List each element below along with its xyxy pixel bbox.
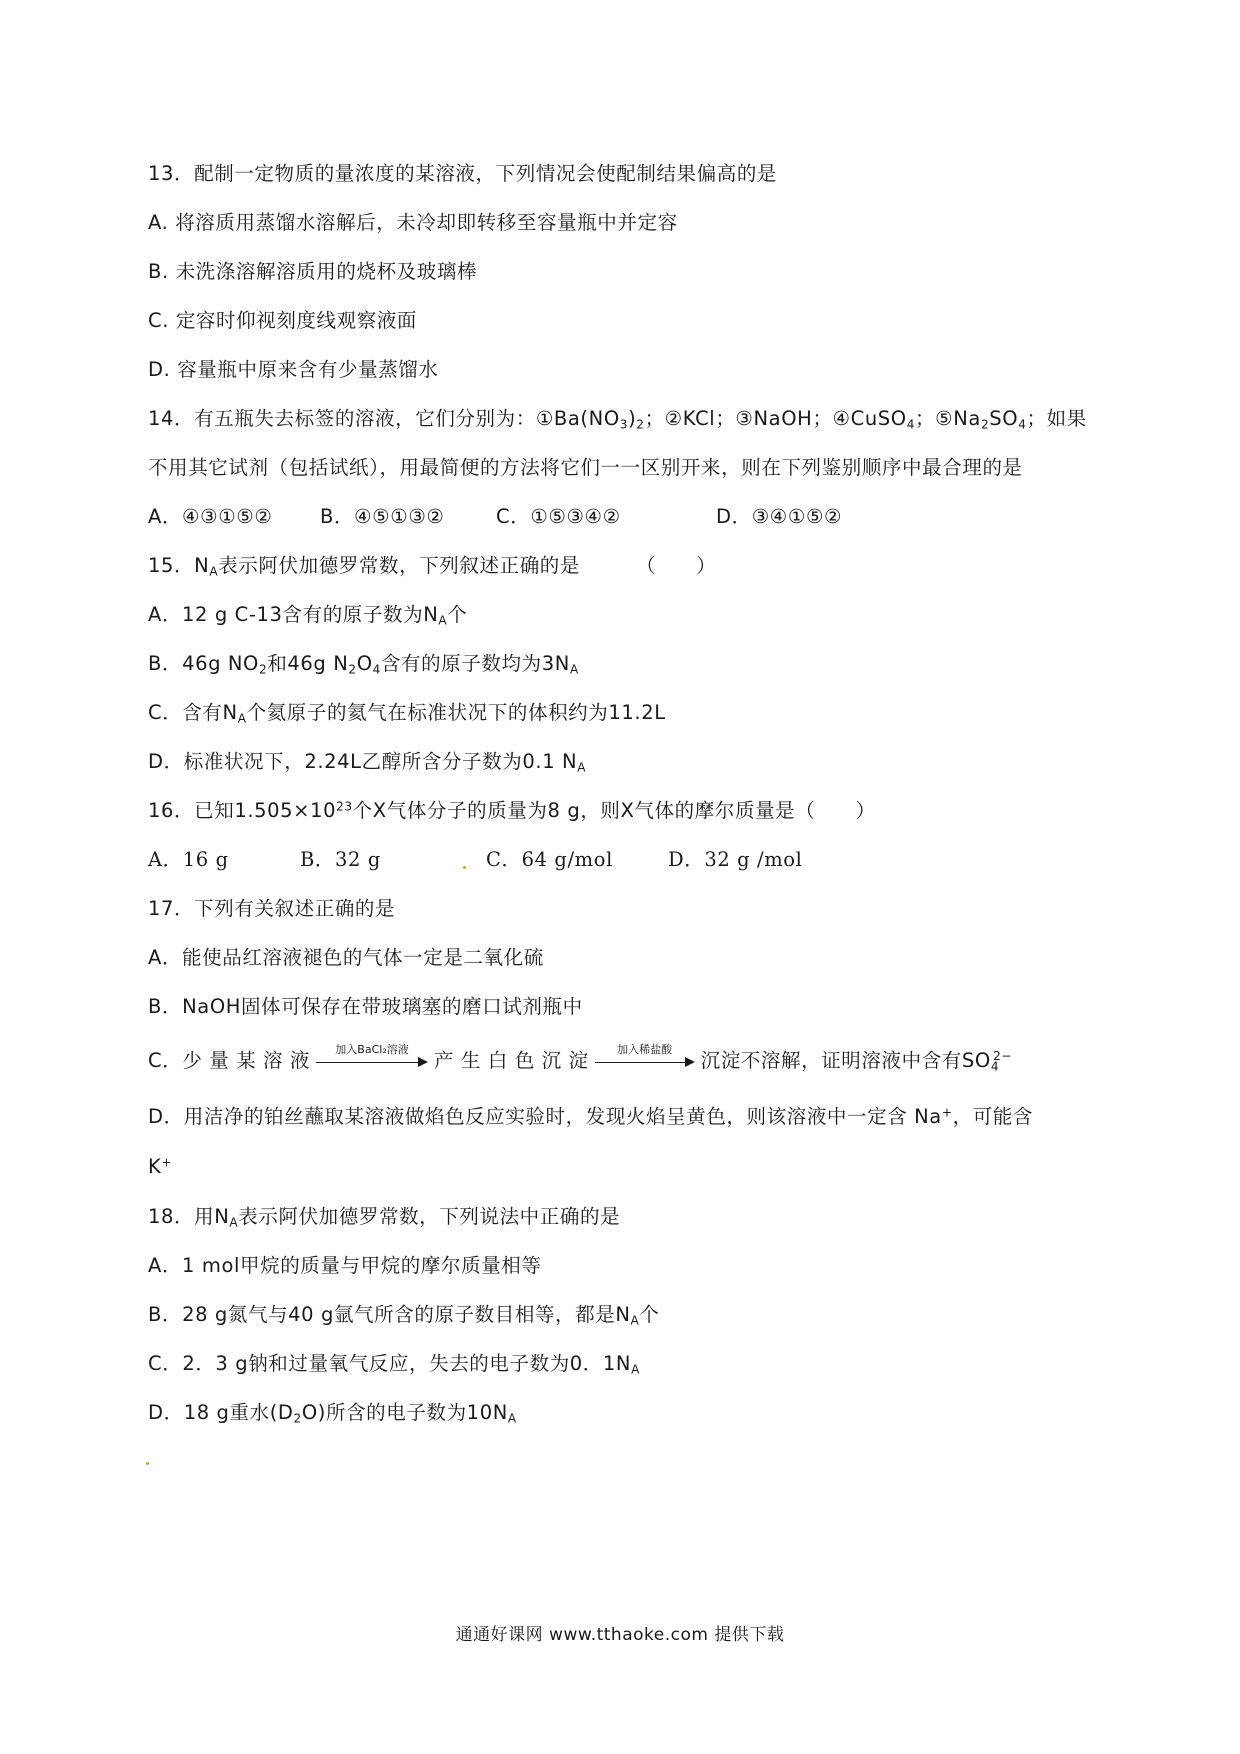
q15-option-d: D．标准状况下，2.24L乙醇所含分子数为0.1 $N_A$	[148, 750, 587, 775]
q14-stem-continued: 不用其它试剂（包括试纸），用最简便的方法将它们一一区别开来，则在下列鉴别顺序中最合理的是	[148, 456, 1023, 479]
q16-stem: 16．已知$1.505\times 10^{23}$个X气体分子的质量为8 g，则X气体的摩尔质量是（ ）	[148, 799, 876, 822]
q16-option-c: C．64 g/mol	[486, 848, 613, 871]
q17-option-c: C．少 量 某 溶 液 加入BaCl₂溶液 产 生 白 色 沉 淀 加入稀盐酸 沉淀不溶解，证明溶液中含有$SO_4^{2-}$	[148, 1047, 1012, 1076]
q18-option-a: A．1 mol甲烷的质量与甲烷的摩尔质量相等	[148, 1254, 542, 1277]
q13-option-c: C. 定容时仰视刻度线观察液面	[148, 309, 418, 332]
q16-options	[148, 846, 802, 874]
q16-option-a: A．16 g	[148, 848, 229, 871]
q15-option-b: B．46g $NO_2$和46g $N_2O_4$含有的原子数均为$3N_A$	[148, 652, 579, 677]
q16-option-d: D．32 g /mol	[668, 848, 803, 871]
q14-option-a: A．④③①⑤②	[148, 505, 273, 528]
q18-option-b: B．28 g氮气与40 g氩气所含的原子数目相等，都是$N_A$个	[148, 1303, 660, 1328]
q13-option-b: B. 未洗涤溶解溶质用的烧杯及玻璃棒	[148, 260, 478, 283]
scan-speck	[146, 1462, 149, 1465]
scan-speck	[463, 866, 466, 869]
page-footer: 通通好课网 www.tthaoke.com 提供下载	[455, 1625, 785, 1645]
reaction-arrow-1: 加入BaCl₂溶液	[316, 1048, 428, 1076]
q14-option-b: B．④⑤①③②	[320, 505, 445, 528]
q13-option-d: D. 容量瓶中原来含有少量蒸馏水	[148, 358, 439, 381]
q17-stem: 17．下列有关叙述正确的是	[148, 897, 396, 920]
q17-option-d-continued: K+	[148, 1155, 173, 1178]
q15-stem: 15．$N_A$表示阿伏加德罗常数，下列叙述正确的是 （ ）	[148, 554, 717, 579]
q14-stem: 14．有五瓶失去标签的溶液，它们分别为：$①Ba(NO_3)_2$；②KCl；③NaOH；④CuSO$_4$；$⑤Na_2SO_4$；如果	[148, 407, 1087, 432]
q18-option-d: D．18 g重水$(D_2O)$所含的电子数为$10N_A$	[148, 1401, 517, 1426]
q13-option-a: A. 将溶质用蒸馏水溶解后，未冷却即转移至容量瓶中并定容	[148, 211, 678, 234]
q14-option-d: D．③④①⑤②	[716, 505, 843, 528]
q18-option-c: C．2．3 g钠和过量氧气反应，失去的电子数为0．$1N_A$	[148, 1352, 640, 1377]
q14-options	[148, 503, 842, 531]
q17-option-d: D．用洁净的铂丝蘸取某溶液做焰色反应实验时，发现火焰呈黄色，则该溶液中一定含 Na+，可能含	[148, 1105, 1033, 1128]
q17-option-b: B．NaOH固体可保存在带玻璃塞的磨口试剂瓶中	[148, 995, 583, 1018]
q16-option-b: B．32 g	[300, 848, 381, 871]
q15-option-c: C．含有$N_A$个氦原子的氦气在标准状况下的体积约为11.2L	[148, 701, 666, 726]
q18-stem: 18．用$N_A$表示阿伏加德罗常数，下列说法中正确的是	[148, 1205, 621, 1230]
reaction-arrow-2: 加入稀盐酸	[595, 1048, 695, 1076]
q17-option-a: A．能使品红溶液褪色的气体一定是二氧化硫	[148, 946, 544, 969]
q15-option-a: A．12 g C-13含有的原子数为$N_A$个	[148, 603, 468, 628]
q14-option-c: C．①⑤③④②	[496, 505, 621, 528]
answer-blank: （ ）	[636, 554, 717, 577]
q13-stem: 13．配制一定物质的量浓度的某溶液，下列情况会使配制结果偏高的是	[148, 162, 778, 185]
